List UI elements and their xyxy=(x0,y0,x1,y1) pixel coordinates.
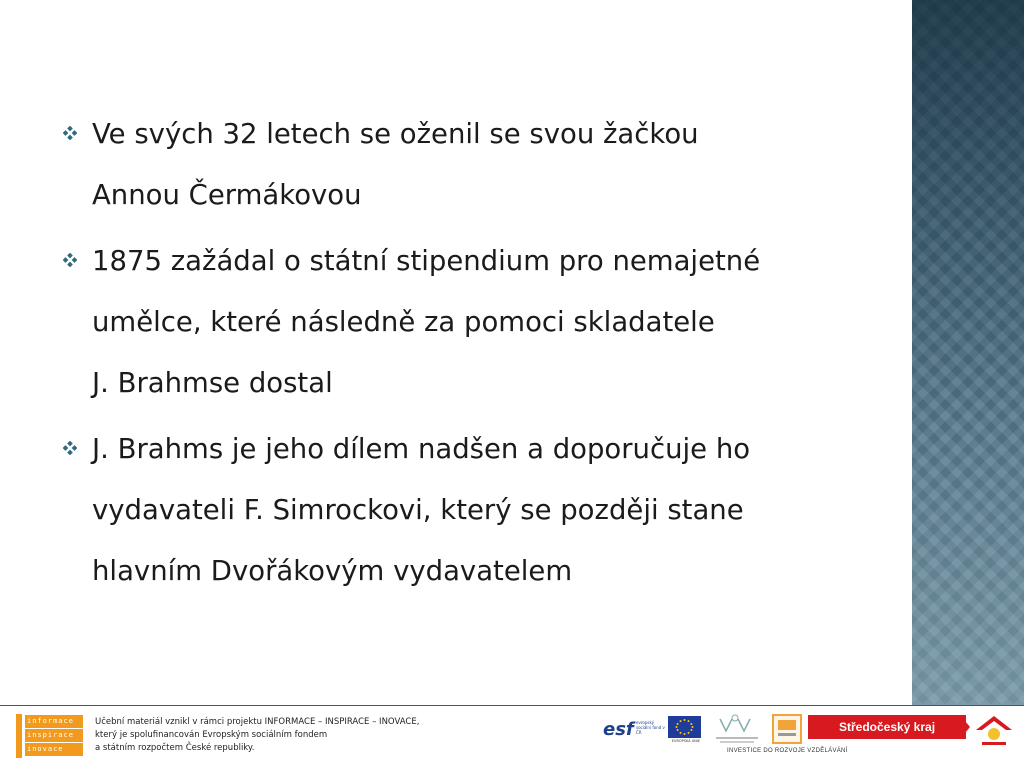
bullet-line: hlavním Dvořákovým vydavatelem xyxy=(92,555,573,587)
bullet-item xyxy=(60,104,910,226)
bullet-list xyxy=(60,104,910,607)
bullet-line: Ve svých 32 letech se oženil se svou žačkou xyxy=(92,118,699,150)
diamond-bullet-icon xyxy=(63,441,77,455)
informace-inspirace-inovace-logo xyxy=(16,714,84,758)
jesenice-crest-icon xyxy=(972,712,1016,748)
footer-note-line: který je spolufinancován Evropským sociálním fondem xyxy=(95,730,328,740)
footer-note-line: a státním rozpočtem České republiky. xyxy=(95,743,255,753)
logo-lines xyxy=(25,715,83,757)
bullet-line: Annou Čermákovou xyxy=(92,179,362,211)
kraj-logo-tail xyxy=(960,715,970,739)
bullet-text xyxy=(92,104,910,226)
eu-flag-icon xyxy=(668,716,701,738)
esf-mark: esf xyxy=(603,719,634,740)
bullet-text xyxy=(92,231,910,414)
bullet-line: J. Brahms je jeho dílem nadšen a doporučuje ho xyxy=(92,433,751,465)
investice-caption: INVESTICE DO ROZVOJE VZDĚLÁVÁNÍ xyxy=(727,748,848,754)
msmt-logo-icon xyxy=(712,713,762,747)
eu-caption: EVROPSKÁ UNIE xyxy=(671,739,701,743)
side-pattern-panel xyxy=(912,0,1024,705)
logo-line: informace xyxy=(25,715,83,728)
bullet-line: J. Brahmse dostal xyxy=(92,367,333,399)
diamond-bullet-icon xyxy=(63,126,77,140)
logo-line: inspirace xyxy=(25,729,83,742)
bullet-item xyxy=(60,231,910,414)
stredocesky-kraj-logo: Středočeský kraj xyxy=(808,715,966,739)
esf-caption: evropský sociální fond v ČR xyxy=(636,720,665,735)
esf-logo xyxy=(603,715,665,745)
footer-divider xyxy=(0,705,1024,706)
logo-bar xyxy=(16,714,22,758)
logo-line: inovace xyxy=(25,743,83,756)
bullet-line: umělce, které následně za pomoci skladatele xyxy=(92,306,715,338)
bullet-item xyxy=(60,419,910,602)
diamond-bullet-icon xyxy=(63,253,77,267)
footer-note-line: Učební materiál vznikl v rámci projektu INFORMACE – INSPIRACE – INOVACE, xyxy=(95,717,420,727)
footer-note xyxy=(95,716,525,755)
op-rlz-logo-icon xyxy=(772,714,802,744)
sponsor-logos xyxy=(600,712,1020,762)
bullet-line: 1875 zažádal o státní stipendium pro nemajetné xyxy=(92,245,761,277)
bullet-line: vydavateli F. Simrockovi, který se později stane xyxy=(92,494,744,526)
bullet-text xyxy=(92,419,910,602)
